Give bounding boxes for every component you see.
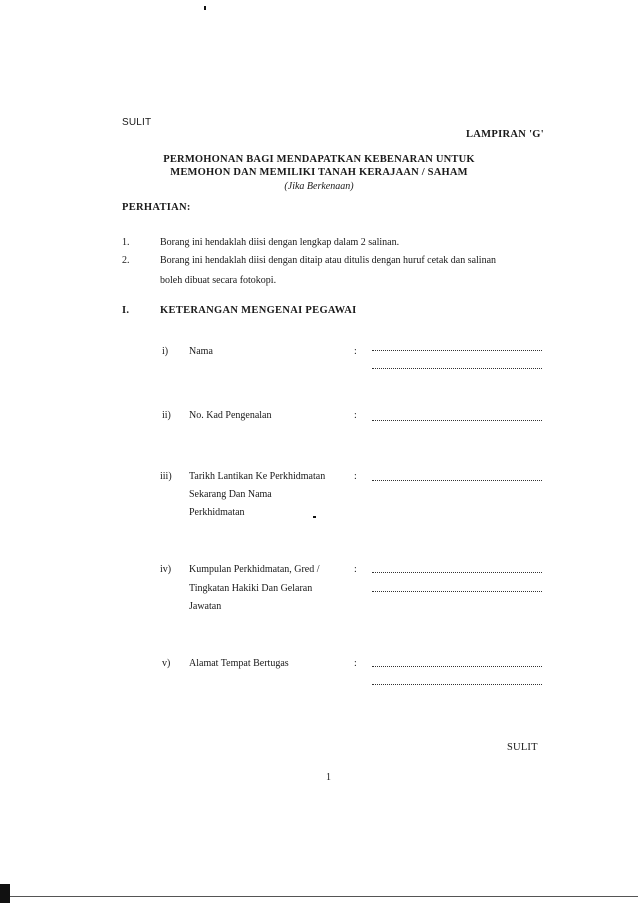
field-nama-number: i) (162, 346, 169, 357)
field-appointment-number: iii) (160, 471, 172, 482)
field-nama-line-2[interactable] (372, 368, 542, 369)
notice-item-1-text: Borang ini hendaklah diisi dengan lengkap dalam 2 salinan. (160, 237, 400, 248)
classification-bottom: SULIT (507, 742, 538, 753)
field-service-group-label-line-1: Kumpulan Perkhidmatan, Gred / (189, 564, 320, 575)
notice-item-2-text-line-1: Borang ini hendaklah diisi dengan ditaip atau ditulis dengan huruf cetak dan salinan (160, 255, 497, 266)
appendix-label: LAMPIRAN 'G' (466, 129, 544, 140)
field-nama-line-1[interactable] (372, 350, 542, 351)
form-title-line-2: MEMOHON DAN MEMILIKI TANAH KERAJAAN / SAHAM (170, 167, 468, 178)
field-appointment-label-line-3: Perkhidmatan (189, 507, 245, 518)
field-service-group-number: iv) (160, 564, 172, 575)
field-workplace-label: Alamat Tempat Bertugas (189, 658, 289, 669)
field-workplace-colon: : (354, 658, 357, 669)
field-appointment-colon: : (354, 471, 357, 482)
field-workplace-number: v) (162, 658, 171, 669)
section-title: KETERANGAN MENGENAI PEGAWAI (160, 305, 357, 316)
field-appointment-label-line-2: Sekarang Dan Nama (189, 489, 272, 500)
form-subtitle: (Jika Berkenaan) (284, 181, 354, 192)
field-workplace-line-1[interactable] (372, 666, 542, 667)
notice-item-2-number: 2. (122, 255, 130, 266)
scan-speck (204, 6, 206, 10)
field-service-group-label-line-2: Tingkatan Hakiki Dan Gelaran (189, 583, 313, 594)
field-service-group-colon: : (354, 564, 357, 575)
field-ic-label: No. Kad Pengenalan (189, 410, 272, 421)
form-title-line-1: PERMOHONAN BAGI MENDAPATKAN KEBENARAN UNTUK (163, 154, 475, 165)
field-service-group-line-2[interactable] (372, 591, 542, 592)
field-ic-line[interactable] (372, 420, 542, 421)
field-appointment-label-line-1: Tarikh Lantikan Ke Perkhidmatan (189, 471, 326, 482)
section-number: I. (122, 305, 130, 316)
scan-edge-mark (0, 884, 10, 903)
field-service-group-label-line-3: Jawatan (189, 601, 222, 612)
field-appointment-line[interactable] (372, 480, 542, 481)
field-service-group-line-1[interactable] (372, 572, 542, 573)
field-ic-colon: : (354, 410, 357, 421)
classification-top: SULIT (122, 117, 152, 128)
page-number: 1 (326, 772, 331, 783)
field-workplace-line-2[interactable] (372, 684, 542, 685)
notice-heading: PERHATIAN: (122, 202, 191, 213)
field-ic-number: ii) (162, 410, 171, 421)
field-nama-colon: : (354, 346, 357, 357)
notice-item-2-text-line-2: boleh dibuat secara fotokopi. (160, 275, 277, 286)
notice-item-1-number: 1. (122, 237, 130, 248)
scan-edge-line (10, 896, 638, 897)
field-nama-label: Nama (189, 346, 213, 357)
